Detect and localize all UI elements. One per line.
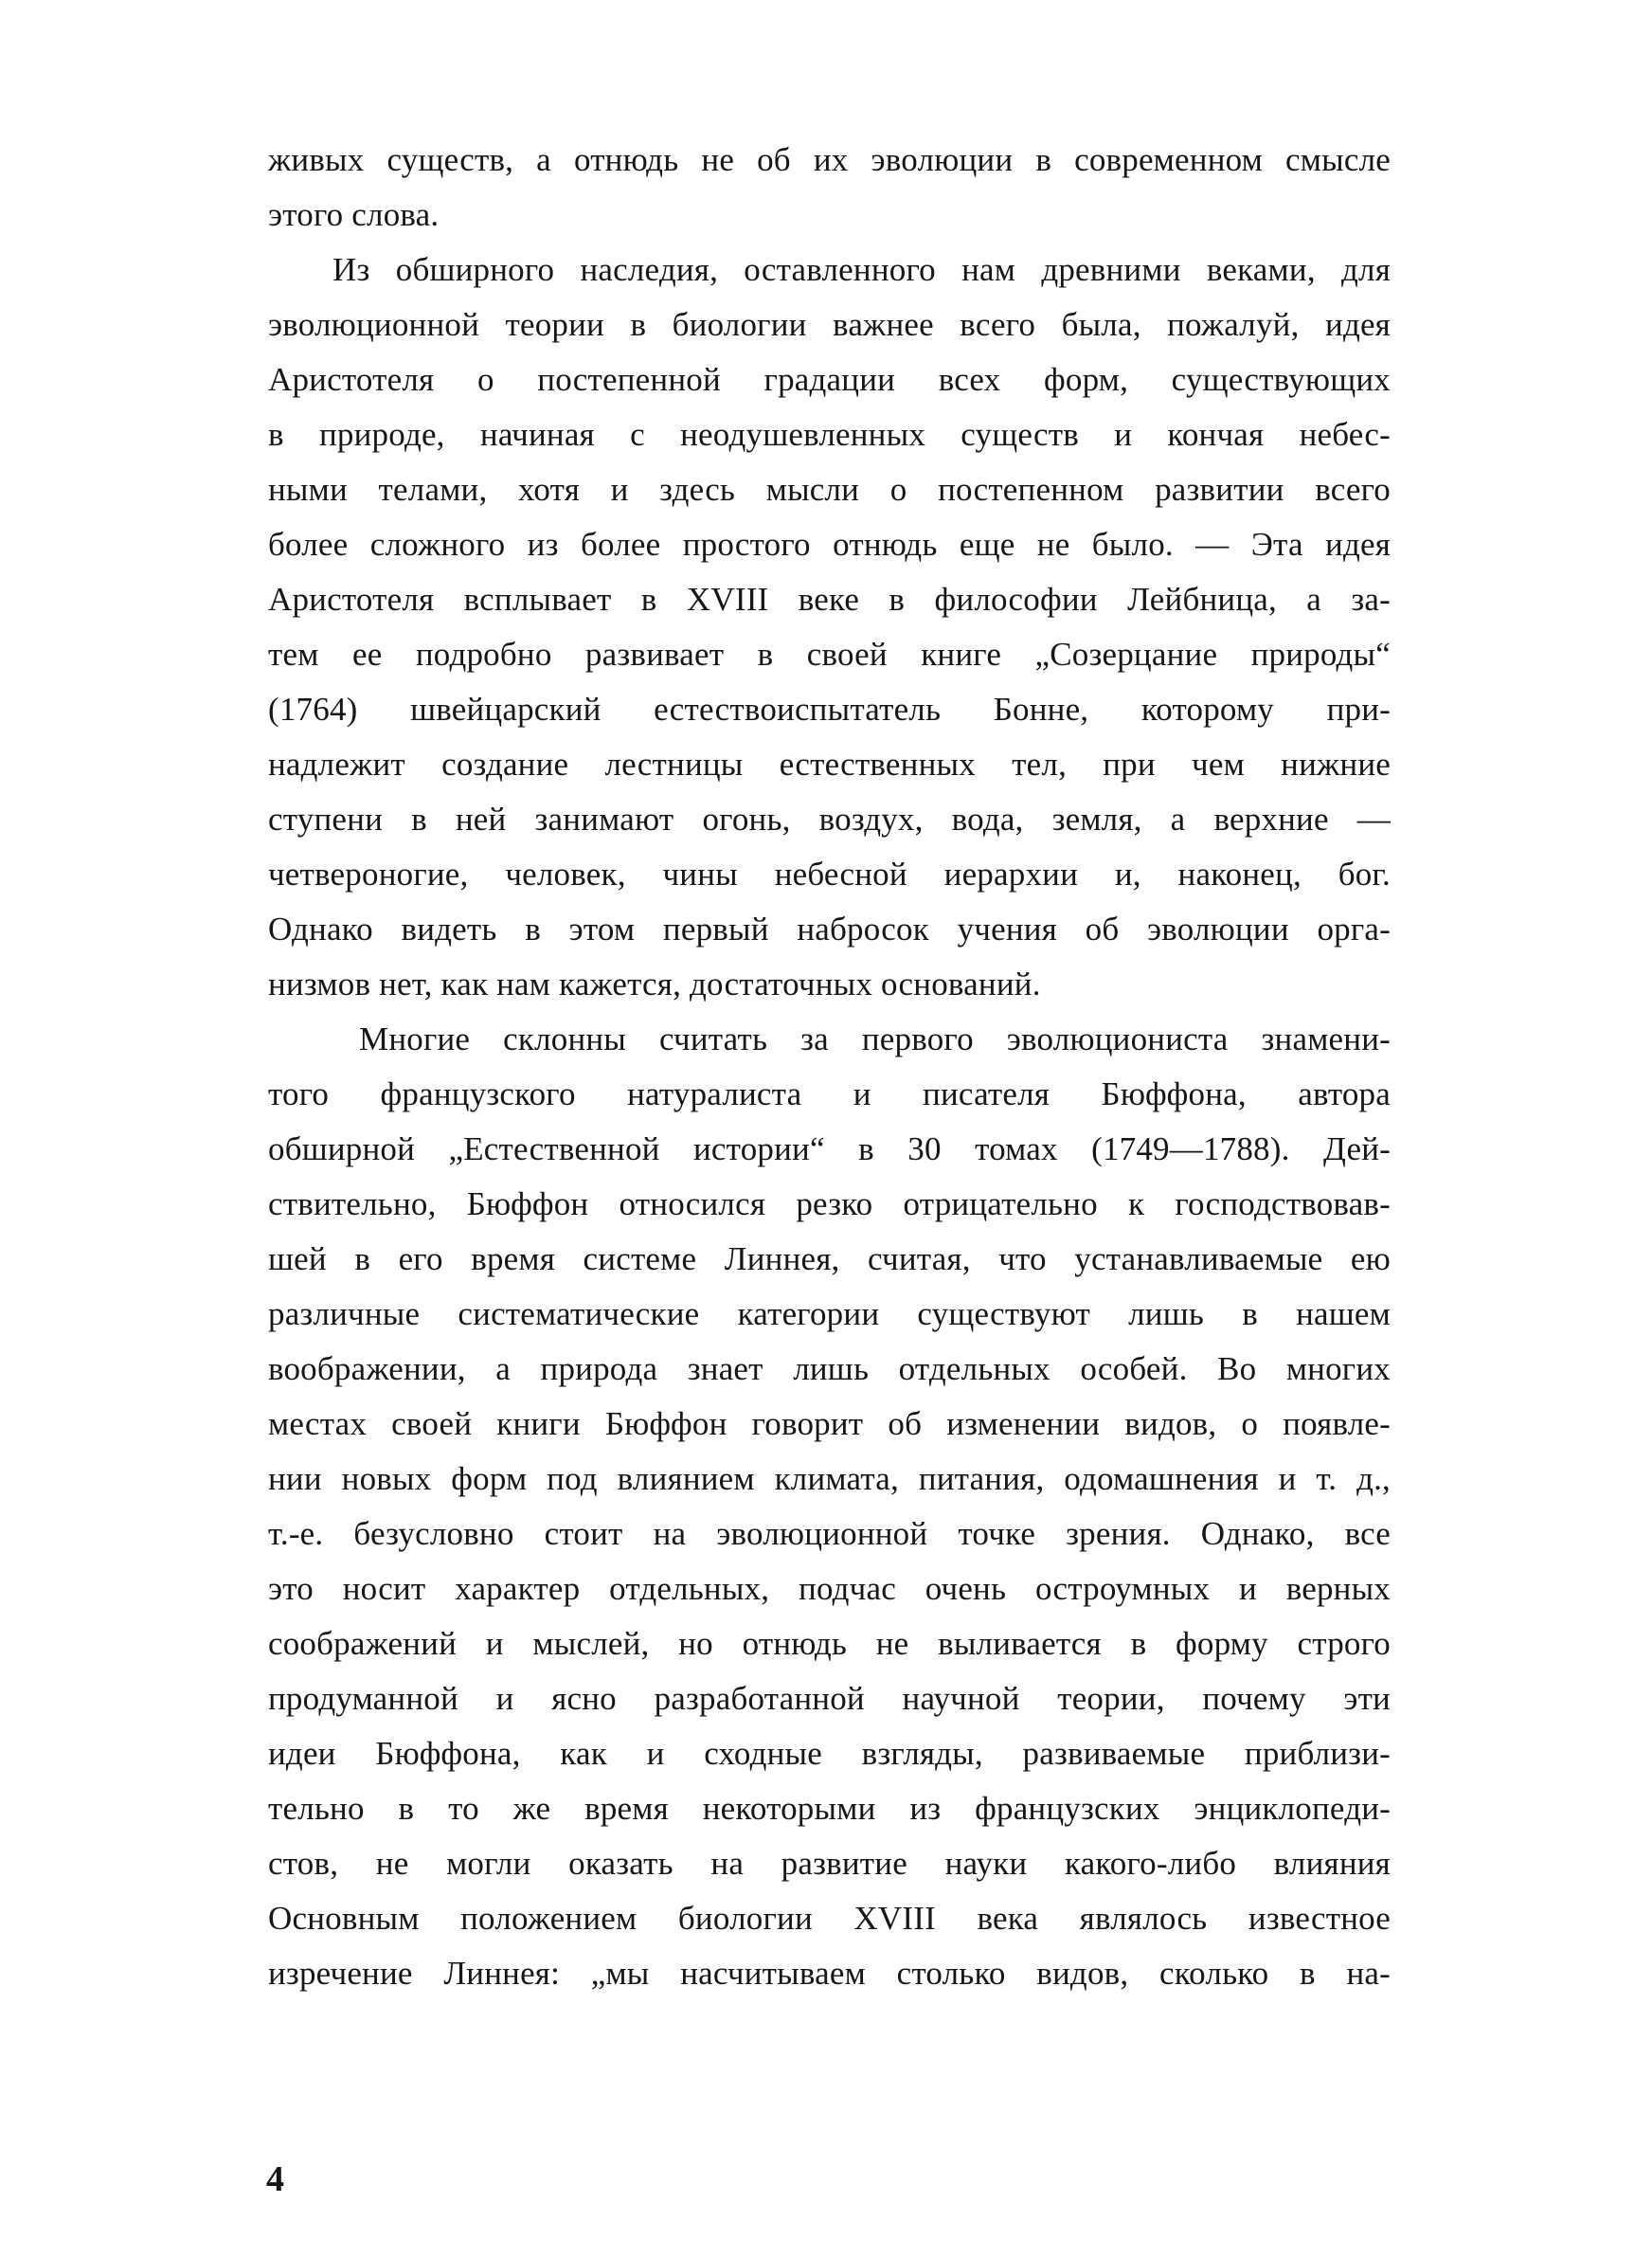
text-line: продуманной и ясно разработанной научной теории, почему эти xyxy=(268,1680,1391,1717)
text-line: Однако видеть в этом первый набросок учения об эволюции орга- xyxy=(268,911,1391,948)
paragraph-first-line: Из обширного наследия, оставленного нам древними веками, для xyxy=(332,251,1391,288)
text-line: Аристотеля о постепенной градации всех форм, существующих xyxy=(268,361,1391,398)
paragraph-first-line: Многие склонны считать за первого эволюциониста знамени- xyxy=(359,1020,1391,1057)
text-line: ными телами, хотя и здесь мысли о постепенном развитии всего xyxy=(268,471,1391,508)
text-line: более сложного из более простого отнюдь еще не было. — Эта идея xyxy=(268,526,1391,563)
text-line: того французского натуралиста и писателя Бюффона, автора xyxy=(268,1075,1391,1112)
text-line: идеи Бюффона, как и сходные взгляды, развиваемые приблизи- xyxy=(268,1735,1391,1772)
text-line: нии новых форм под влиянием климата, питания, одомашнения и т. д., xyxy=(268,1460,1391,1497)
text-line: тем ее подробно развивает в своей книге „Созерцание природы“ xyxy=(268,636,1391,673)
text-line: ствительно, Бюффон относился резко отрицательно к господствовав- xyxy=(268,1185,1391,1222)
text-line: тельно в то же время некоторыми из французских энциклопеди- xyxy=(268,1790,1391,1827)
page-number: 4 xyxy=(266,2159,284,2199)
text-line: шей в его время системе Линнея, считая, что устанавливаемые ею xyxy=(268,1240,1391,1277)
text-line: низмов нет, как нам кажется, достаточных оснований. xyxy=(268,966,1041,1002)
text-line: надлежит создание лестницы естественных тел, при чем нижние xyxy=(268,746,1391,783)
text-line: т.-е. безусловно стоит на эволюционной точке зрения. Однако, все xyxy=(268,1515,1391,1552)
text-line: различные систематические категории существуют лишь в нашем xyxy=(268,1295,1391,1332)
text-line: четвероногие, человек, чины небесной иерархии и, наконец, бог. xyxy=(268,856,1391,893)
text-line: этого слова. xyxy=(268,196,440,233)
text-line: эволюционной теории в биологии важнее всего была, пожалуй, идея xyxy=(268,306,1391,343)
text-line: обширной „Естественной истории“ в 30 томах (1749—1788). Дей- xyxy=(268,1130,1391,1167)
text-line: в природе, начиная с неодушевленных существ и кончая небес- xyxy=(268,416,1391,453)
text-line: живых существ, а отнюдь не об их эволюции в современном смысле xyxy=(268,141,1391,178)
text-line: ступени в ней занимают огонь, воздух, вода, земля, а верхние — xyxy=(268,801,1391,838)
text-line: стов, не могли оказать на развитие науки какого-либо влияния xyxy=(268,1845,1391,1882)
text-line: изречение Линнея: „мы насчитываем столько видов, сколько в на- xyxy=(268,1955,1391,1992)
text-line: воображении, а природа знает лишь отдельных особей. Во многих xyxy=(268,1350,1391,1387)
text-line: (1764) швейцарский естествоиспытатель Бонне, которому при- xyxy=(268,691,1391,728)
text-line: Аристотеля всплывает в XVIII веке в философии Лейбница, а за- xyxy=(268,581,1391,618)
text-line: Основным положением биологии XVIII века являлось известное xyxy=(268,1900,1391,1937)
text-line: местах своей книги Бюффон говорит об изменении видов, о появле- xyxy=(268,1405,1391,1442)
text-line: соображений и мыслей, но отнюдь не выливается в форму строго xyxy=(268,1625,1391,1662)
page-text xyxy=(268,133,1391,2001)
text-line: это носит характер отдельных, подчас очень остроумных и верных xyxy=(268,1570,1391,1607)
